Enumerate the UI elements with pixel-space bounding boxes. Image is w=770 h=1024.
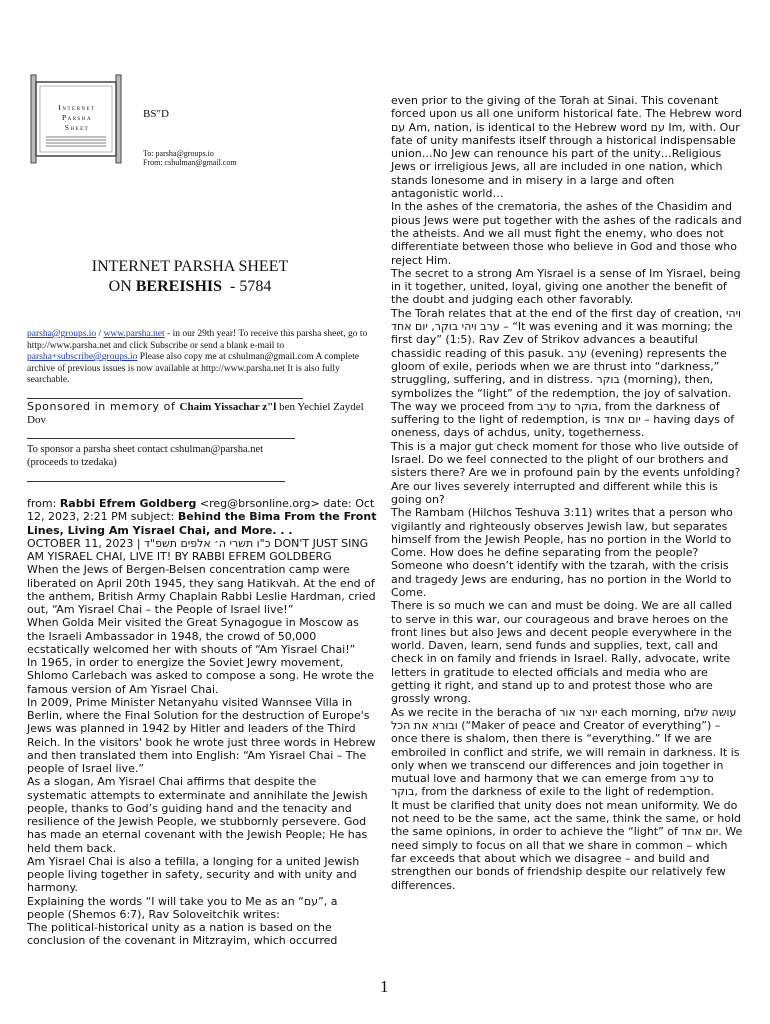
sponsor-contact-line: To sponsor a parsha sheet contact cshulman@parsha.net <box>27 444 264 455</box>
divider-1 <box>27 398 303 399</box>
right-column <box>391 94 743 892</box>
author-name: Rabbi Efrem Goldberg <box>59 497 197 510</box>
right-paragraph: In the ashes of the crematoria, the ashes of the Chasidim and pious Jews were put together with the ashes of the radicals and the atheists. And we all must fight the enemy, who does not differentiate between those who believe in God and those who reject Him. <box>391 200 742 267</box>
link-separator: / <box>96 329 104 339</box>
internet-parsha-sheet-logo <box>28 73 124 165</box>
parsha-name: BEREISHIS <box>135 278 223 295</box>
divider-2 <box>27 438 295 439</box>
logo-line-3: Sheet <box>64 123 90 132</box>
intro-paragraph <box>27 329 375 387</box>
right-paragraph: The Rambam (Hilchos Teshuva 3:11) writes that a person who vigilantly and righteously observes Jewish law, but separates himself from the Jewish People, has no portion in the World to Come. How does he define separating from the people? Someone who doesn’t identify with the tzarah, with the crisis and tragedy Jews are enduring, has no portion in the World to Come. <box>391 506 733 599</box>
left-paragraph: Explaining the words “I will take you to Me as an “עם”, a people (Shemos 6:7), Rav Soloveitchik writes: <box>27 894 338 921</box>
title-line-2 <box>60 277 320 297</box>
logo-line-1: Internet <box>58 103 96 112</box>
email-meta: <reg@brsonline.org> date: Oct 12, 2023, 2:21 PM subject: <box>27 497 375 524</box>
bsd-mark: BS"D <box>143 108 169 120</box>
from-label: from: <box>27 497 60 510</box>
sponsor-line <box>27 400 377 427</box>
left-column <box>27 497 377 948</box>
logo-line-2: Parsha <box>61 113 93 122</box>
website-link[interactable]: www.parsha.net <box>103 329 165 339</box>
right-paragraph: even prior to the giving of the Torah at Sinai. This covenant forced upon us all one uniform historical fate. The Hebrew word עם Am, nation, is identical to the Hebrew word עם Im, with. Our fate of unity manifests itself through a historical indispensable union…No Jew can renounce his part of the unity…Religious Jews or irreligious Jews, all are included in one nation, which stands lonesome and in misery in a large and often antagonistic world… <box>391 94 742 201</box>
subscribe-link[interactable]: parsha+subscribe@groups.io <box>27 352 138 362</box>
to-address: To: parsha@groups.io <box>143 149 214 158</box>
page-number: 1 <box>380 977 389 996</box>
right-paragraph: It must be clarified that unity does not mean uniformity. We do not need to be the same, act the same, think the same, or hold the same opinions, in order to achieve the “light” of יום אחד. We need simply to focus on all that we share in common – which far exceeds that about which we disagree – and build and strengthen our bonds of friendship despite our relatively few differences. <box>391 798 743 892</box>
email-header <box>27 497 377 537</box>
intro-text-2: Please also copy me at cshulman@gmail.com A complete archive of previous issues is now available at http://www.parsha.net It is also fully searchable. <box>27 352 360 385</box>
title-prefix: ON <box>108 278 136 295</box>
right-paragraph: This is a major gut check moment for those who live outside of Israel. Do we feel connected to the plight of our brothers and sisters there? Are we in profound pain by the events unfolding? Are our lives severely interrupted and different while this is going on? <box>391 439 741 506</box>
sponsor-prefix: Sponsored in memory of <box>27 400 180 413</box>
left-paragraph: In 1965, in order to energize the Soviet Jewry movement, Shlomo Carlebach was asked to compose a song. He wrote the famous version of Am Yisrael Chai. <box>27 656 374 696</box>
right-paragraph: The secret to a strong Am Yisrael is a sense of Im Yisrael, being in it together, united, loyal, giving one another the benefit of the doubt and judging each other favorably. <box>391 266 741 307</box>
intro-text-1: - in our 29th year! To receive this parsha sheet, go to http://www.parsha.net and click Subscribe or send a blank e-mail to <box>27 329 368 351</box>
tzedaka-note: (proceeds to tzedaka) <box>27 456 117 468</box>
title-year: - 5784 <box>222 278 272 295</box>
page-title <box>60 257 320 297</box>
sponsor-suffix: ben Yechiel Zaydel Dov <box>27 401 364 426</box>
left-paragraph: When the Jews of Bergen-Belsen concentration camp were liberated on April 20th 1945, they sang Hatikvah. At the end of the anthem, British Army Chaplain Rabbi Leslie Hardman, cried out, “Am Yisrael Chai – the People of Israel live!” <box>27 563 376 616</box>
sponsor-name: Chaim Yissachar z"l <box>179 401 277 413</box>
groups-link[interactable]: parsha@groups.io <box>27 329 97 339</box>
right-paragraph: As we recite in the beracha of יוצר אור each morning, עושה שלום ובורא את הכל (“Maker of peace and Creator of everything”) – once there is shalom, then there is “everything.” If we are embroiled in conflict and strife, we will remain in darkness. It is only when we transcend our differences and join together in mutual love and harmony that we can emerge from ערב to בוקר, from the darkness of exile to the light of redemption. <box>391 705 740 799</box>
left-paragraph: In 2009, Prime Minister Netanyahu visited Wannsee Villa in Berlin, where the Final Solution for the destruction of Europe's Jews was planned in 1942 by Hitler and leaders of the Third Reich. In the visitors' book he wrote just three words in Hebrew and then translated them into English: “Am Yisrael Chai – The people of Israel live.” <box>27 695 376 775</box>
divider-3 <box>27 481 285 482</box>
left-paragraph: When Golda Meir visited the Great Synagogue in Moscow as the Israeli Ambassador in 1948, the crowd of 50,000 ecstatically welcomed her with shouts of “Am Yisrael Chai!” <box>27 616 359 656</box>
contact-block <box>143 149 237 167</box>
title-line-1: INTERNET PARSHA SHEET <box>91 258 289 275</box>
left-paragraph: As a slogan, Am Yisrael Chai affirms that despite the systematic attempts to exterminate and annihilate the Jewish people, thanks to God’s guiding hand and the tenacity and resilience of the Jewish People, we stubbornly persevere. God has made an eternal covenant with the Jewish People; He has held them back. <box>27 775 368 855</box>
sponsor-contact <box>27 444 377 469</box>
left-paragraph: The political-historical unity as a nation is based on the conclusion of the covenant in Mitzrayim, which occurred <box>27 921 338 948</box>
email-subject: Behind the Bima From the Front Lines, Living Am Yisrael Chai, and More. . . <box>27 510 377 537</box>
left-paragraph: OCTOBER 11, 2023 | כ"ו תשרי ה׳ אלפים תשפ"ד DON'T JUST SING AM YISRAEL CHAI, LIVE IT! BY RABBI EFREM GOLDBERG <box>27 536 369 563</box>
left-paragraph: Am Yisrael Chai is also a tefilla, a longing for a united Jewish people living together in safety, security and with unity and harmony. <box>27 854 360 895</box>
right-paragraph: There is so much we can and must be doing. We are all called to serve in this war, our courageous and brave heroes on the front lines but also Jews and decent people everywhere in the world. Daven, learn, send funds and supplies, text, call and check in on family and friends in Israel. Rally, advocate, write letters in gratitude to elected officials and media who are getting it right, and stand up to and protest those who are grossly wrong. <box>391 599 733 706</box>
right-paragraph: The Torah relates that at the end of the first day of creation, ויהי ערב ויהי בוקר, יום אחד – “It was evening and it was morning; the first day” (1:5). Rav Zev of Strikov advances a beautiful chassidic reading of this pasuk. ערב (evening) represents the gloom of exile, periods when we are thrust into “darkness,” struggling, suffering, and in distress. בוקר (morning), then, symbolizes the “light” of the redemption, the joy of salvation. The way we proceed from ערב to בוקר, from the darkness of suffering to the light of redemption, is יום אחד – having days of oneness, days of achdus, unity, togetherness. <box>391 306 742 440</box>
from-address: From: cshulman@gmail.com <box>143 158 237 167</box>
